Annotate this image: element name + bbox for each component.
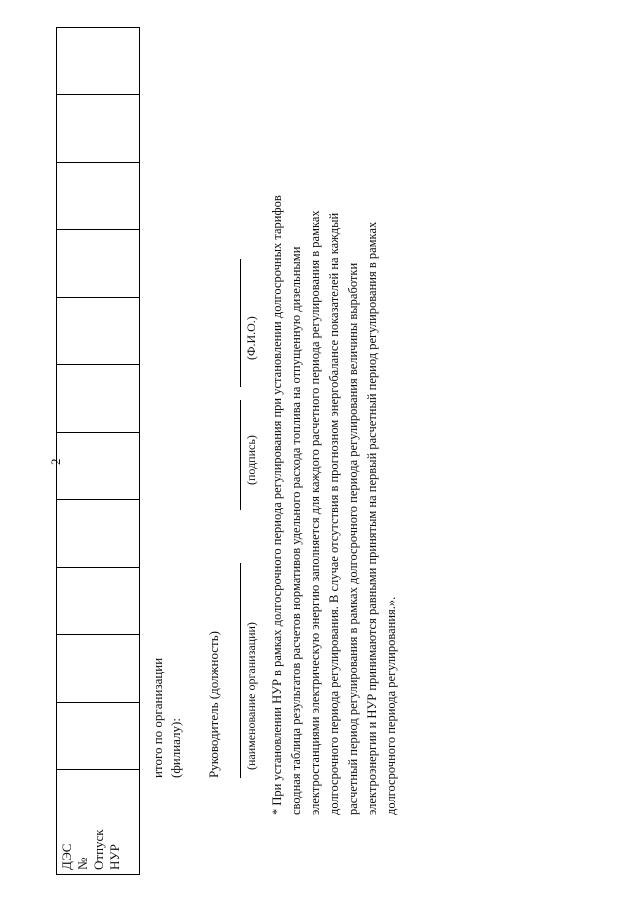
table-cell — [57, 162, 140, 229]
footnote-line: долгосрочного периода регулирования. В случае отсутствия в прогнозном энергобалансе показателей на каждый — [327, 212, 341, 815]
footnote-line: электроэнергии и НУР принимаются равными принятым на первый расчетный период регулирования в рамках — [365, 221, 379, 815]
table-cell — [57, 702, 140, 769]
row-labels-cell — [57, 770, 140, 875]
signature-caption: (подпись) — [244, 435, 258, 485]
org-name-line — [240, 563, 241, 778]
footnote — [268, 25, 401, 815]
table-row — [57, 28, 140, 875]
footnote-line: долгосрочного периода регулирования.». — [384, 596, 398, 815]
table-cell — [57, 635, 140, 702]
table-cell — [57, 95, 140, 162]
table-cell — [57, 297, 140, 364]
table-cell — [57, 230, 140, 297]
footnote-line: сводная таблица результатов расчетов нормативов удельного расхода топлива на отпущенную дизельными — [289, 246, 303, 815]
footnote-line: электростанциями электрическую энергию заполняется для каждого расчетного периода регулирования в рамках — [308, 210, 322, 815]
signature-line — [240, 400, 241, 510]
row-label-nur: НУР — [107, 844, 122, 870]
head-position-label: Руководитель (должность) — [206, 631, 221, 778]
row-label-number: № — [75, 857, 90, 870]
page-number: 2 — [48, 458, 63, 465]
table-cell — [57, 365, 140, 432]
footnote-line: * При установлении НУР в рамках долгосрочного периода регулирования при установлении долгосрочных тарифов — [270, 195, 284, 815]
row-label-des: ДЭС — [59, 843, 74, 870]
nur-summary-table — [56, 27, 140, 875]
fio-caption: (Ф.И.О.) — [244, 316, 258, 360]
table-cell — [57, 567, 140, 634]
table-cell — [57, 28, 140, 95]
table-cell — [57, 432, 140, 499]
totals-label-line1: итого по организации — [150, 657, 165, 778]
footnote-line: расчетный период регулирования в рамках долгосрочного периода регулирования величины выработки — [346, 262, 360, 815]
totals-label-line2: (филиалу): — [168, 718, 183, 778]
row-label-otpusk: Отпуск — [91, 829, 106, 870]
org-name-caption: (наименование организации) — [244, 622, 258, 770]
table-cell — [57, 500, 140, 567]
fio-line — [240, 259, 241, 387]
